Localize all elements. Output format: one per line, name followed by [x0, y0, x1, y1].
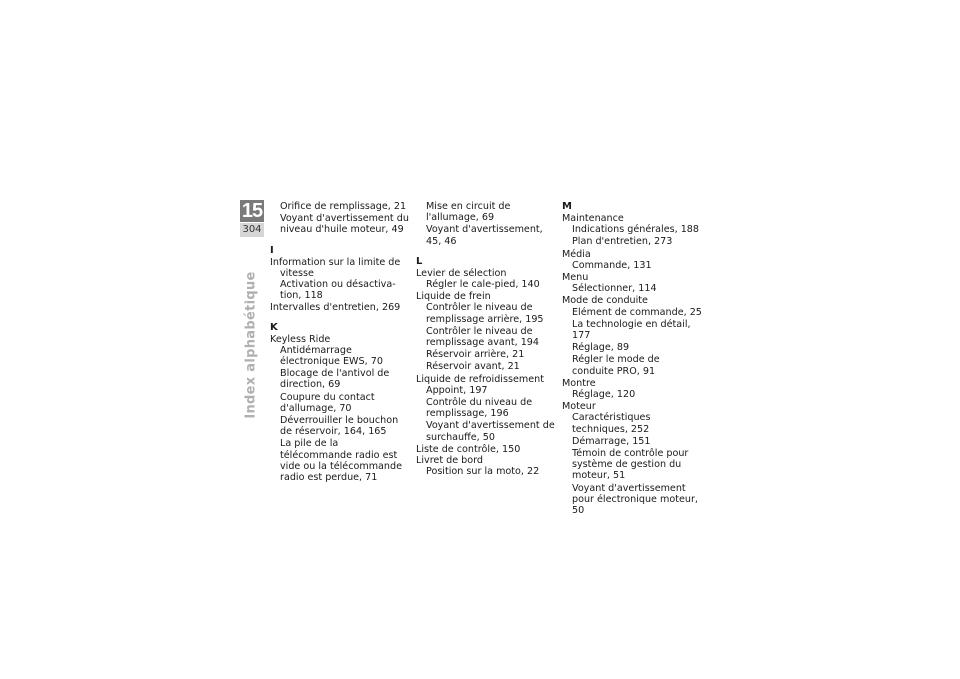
index-subentry: Elément de commande, 25 [572, 306, 702, 318]
index-letter: K [270, 321, 278, 333]
index-entry: Intervalles d'entretien, 269 [270, 302, 401, 314]
index-entry: Levier de sélection [416, 267, 507, 279]
index-subentry: Contrôler le niveau de remplissage arrière, 195 [426, 302, 544, 325]
index-subentry: Déverrouiller le bouchon de réservoir, 164, 165 [280, 415, 399, 438]
index-subentry: Contrôler le niveau de remplissage avant, 194 [426, 325, 540, 349]
index-subentry: Voyant d'avertissement de surchauffe, 50 [426, 420, 555, 443]
index-subentry: Régler le cale-pied, 140 [426, 279, 540, 291]
index-subentry: Appoint, 197 [426, 384, 488, 396]
section-gap [270, 314, 410, 322]
index-entry: Information sur la limite de vitesse [270, 256, 401, 279]
index-subentry: Coupure du contact d'allumage, 70 [280, 391, 375, 414]
index-subentry: Réglage, 89 [572, 342, 630, 354]
index-subentry: Plan d'entretien, 273 [572, 236, 673, 248]
index-subentry: Activation ou désactiva- tion, 118 [280, 279, 396, 302]
index-entry: Menu [562, 272, 589, 284]
index-entry: Liquide de refroidissement [416, 373, 544, 385]
index-subentry: La technologie en détail, 177 [572, 318, 691, 342]
index-subentry: Antidémarrage électronique EWS, 70 [280, 344, 383, 368]
index-subentry: Régler le mode de conduite PRO, 91 [572, 354, 660, 377]
index-subentry: Réglage, 120 [572, 389, 636, 401]
index-entry: Maintenance [562, 213, 624, 224]
index-subentry: Démarrage, 151 [572, 435, 651, 447]
page-number: 304 [240, 223, 264, 237]
index-subentry: Sélectionner, 114 [572, 283, 657, 295]
index-column-2 [416, 201, 556, 478]
index-subentry: Réservoir avant, 21 [426, 361, 520, 373]
index-subentry: Blocage de l'antivol de direction, 69 [280, 368, 390, 391]
index-letter: I [270, 244, 274, 256]
index-letter: L [416, 255, 423, 267]
index-subentry: Voyant d'avertissement pour électronique moteur, 50 [572, 482, 698, 517]
index-subentry: Témoin de contrôle pour système de gestion du moteur, 51 [572, 448, 689, 482]
index-entry: Montre [562, 377, 596, 389]
index-entry: Liste de contrôle, 150 [416, 443, 521, 455]
index-letter: M [562, 201, 572, 212]
index-entry: Keyless Ride [270, 333, 331, 345]
index-subentry: La pile de la télécommande radio est vide ou la télécommande radio est perdue, 71 [280, 438, 402, 484]
index-subentry: Réservoir arrière, 21 [426, 349, 525, 361]
index-subentry: Caractéristiques techniques, 252 [572, 412, 651, 435]
index-subentry: Orifice de remplissage, 21 [280, 201, 407, 212]
index-entry: Mode de conduite [562, 295, 648, 307]
index-subentry: Position sur la moto, 22 [426, 466, 540, 478]
chapter-number: 15 [241, 200, 263, 222]
index-subentry: Voyant d'avertissement du niveau d'huile moteur, 49 [280, 213, 409, 236]
section-gap [270, 237, 410, 245]
index-entry: Moteur [562, 401, 596, 413]
index-subentry: Voyant d'avertissement, 45, 46 [426, 224, 543, 247]
index-entry: Livret de bord [416, 455, 484, 467]
index-subentry: Indications générales, 188 [572, 224, 700, 236]
index-column-3 [562, 201, 702, 517]
section-gap [416, 248, 556, 256]
section-title: Index alphabétique [243, 271, 259, 419]
index-subentry: Commande, 131 [572, 259, 652, 271]
index-entry: Média [562, 248, 591, 260]
chapter-tab [240, 200, 264, 238]
index-entry: Liquide de frein [416, 291, 491, 303]
index-column-1 [270, 201, 410, 484]
index-subentry: Mise en circuit de l'allumage, 69 [426, 201, 511, 224]
index-subentry: Contrôle du niveau de remplissage, 196 [426, 397, 533, 420]
